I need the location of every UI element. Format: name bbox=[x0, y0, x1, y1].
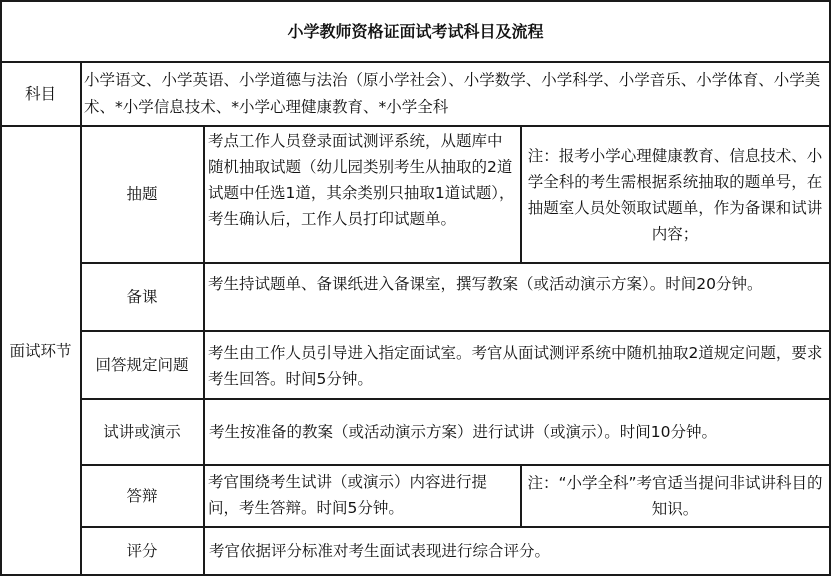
divider bbox=[0, 61, 831, 63]
step-desc: 考生按准备的教案（或活动演示方案）进行试讲（或演示）。时间10分钟。 bbox=[209, 422, 717, 441]
v-divider bbox=[520, 126, 522, 263]
step-name: 抽题 bbox=[126, 185, 158, 203]
divider bbox=[81, 464, 831, 466]
subjects-label: 科目 bbox=[24, 84, 56, 103]
step-desc: 考生持试题单、备课纸进入备课室，撰写教案（或活动演示方案）。时间20分钟。 bbox=[208, 275, 763, 293]
table-title-text: 小学教师资格证面试考试科目及流程 bbox=[287, 21, 544, 41]
v-divider bbox=[203, 126, 205, 576]
step-name: 评分 bbox=[126, 542, 158, 560]
section-label: 面试环节 bbox=[9, 341, 72, 360]
v-divider bbox=[520, 465, 522, 527]
v-divider bbox=[80, 62, 82, 576]
step-name: 答辩 bbox=[126, 486, 158, 505]
border-top bbox=[0, 0, 831, 2]
divider bbox=[81, 262, 831, 264]
step-name: 回答规定问题 bbox=[95, 355, 189, 374]
step-name: 备课 bbox=[126, 287, 158, 306]
step-desc: 考点工作人员登录面试测评系统，从题库中随机抽取试题（幼儿园类别考生从抽取的2道试题中任选1道，其余类别只抽取1道试题），考生确认后，工作人员打印试题单。 bbox=[208, 132, 515, 228]
divider bbox=[81, 398, 831, 400]
subjects-content: 小学语文、小学英语、小学道德与法治（原小学社会）、小学数学、小学科学、小学音乐、小学体育、小学美术、*小学信息技术、*小学心理健康教育、*小学全科 bbox=[84, 71, 821, 116]
divider bbox=[81, 330, 831, 332]
step-note: 注：报考小学心理健康教育、信息技术、小学全科的考生需根据系统抽取的题单号，在抽题室人员处领取试题单，作为备课和试讲内容； bbox=[527, 146, 823, 243]
step-name: 试讲或演示 bbox=[103, 422, 181, 441]
border-left bbox=[0, 0, 2, 576]
table-title bbox=[0, 0, 831, 62]
step-desc: 考生由工作人员引导进入指定面试室。考官从面试测评系统中随机抽取2道规定问题，要求考生回答。时间5分钟。 bbox=[208, 344, 823, 388]
step-desc: 考官依据评分标准对考生面试表现进行综合评分。 bbox=[209, 542, 551, 560]
divider bbox=[81, 526, 831, 528]
step-desc: 考官围绕考生试讲（或演示）内容进行提问，考生答辩。时间5分钟。 bbox=[208, 473, 488, 517]
step-note: 注：“小学全科”考官适当提问非试讲科目的知识。 bbox=[527, 474, 823, 518]
divider bbox=[0, 125, 831, 127]
